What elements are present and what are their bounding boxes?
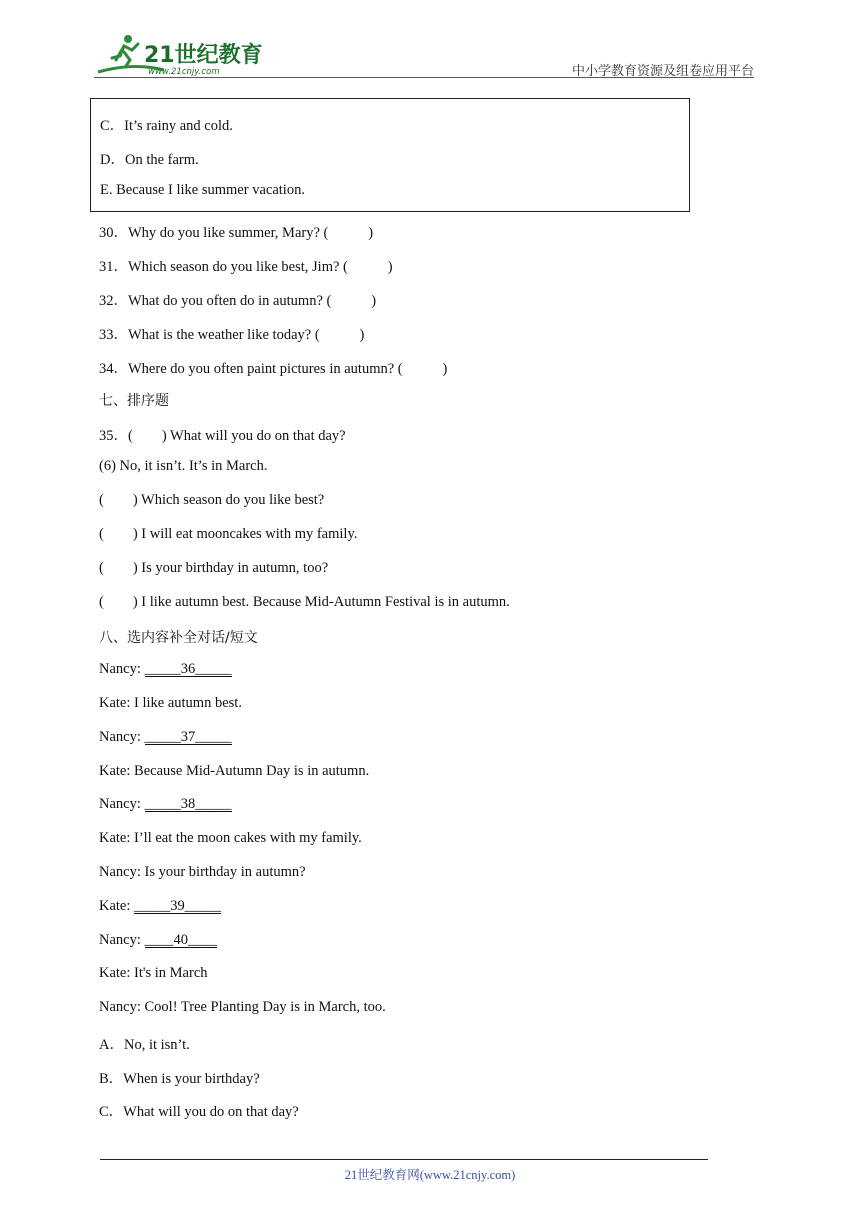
header-divider	[94, 77, 754, 78]
answer-blank-36[interactable]: _____36_____	[144, 661, 232, 677]
answer-blank-39[interactable]: _____39_____	[134, 898, 222, 914]
ordering-item: ( ) I like autumn best. Because Mid-Autumn Festival is in autumn.	[99, 594, 510, 610]
dialogue-line: Nancy: _____37_____	[99, 729, 232, 745]
option-d: D．On the farm.	[100, 152, 199, 168]
dialogue-line: Kate: It's in March	[99, 965, 208, 981]
svg-text:21世纪教育: 21世纪教育	[144, 43, 263, 68]
dialogue-line: Nancy: Cool! Tree Planting Day is in March, too.	[99, 999, 386, 1015]
site-logo	[94, 32, 264, 78]
question-34: 34．Where do you often paint pictures in autumn? ( )	[99, 361, 448, 377]
option-e: E. Because I like summer vacation.	[100, 182, 305, 198]
dialogue-line: Kate: I’ll eat the moon cakes with my family.	[99, 830, 362, 846]
choice-b: B．When is your birthday?	[99, 1071, 260, 1087]
dialogue-line: Kate: Because Mid-Autumn Day is in autumn.	[99, 763, 370, 779]
ordering-item: (6) No, it isn’t. It’s in March.	[99, 458, 268, 474]
question-32: 32．What do you often do in autumn? ( )	[99, 293, 377, 309]
dialogue-line: Nancy: _____36_____	[99, 661, 232, 677]
question-31: 31．Which season do you like best, Jim? ( )	[99, 259, 393, 275]
dialogue-line: Kate: _____39_____	[99, 898, 222, 914]
choice-c: C．What will you do on that day?	[99, 1104, 299, 1120]
option-c: C．It’s rainy and cold.	[100, 118, 233, 134]
ordering-item: ( ) Is your birthday in autumn, too?	[99, 560, 329, 576]
question-30: 30．Why do you like summer, Mary? ( )	[99, 225, 374, 241]
ordering-item: 35．( ) What will you do on that day?	[99, 428, 346, 444]
dialogue-line: Nancy: ____40____	[99, 932, 217, 948]
answer-blank-40[interactable]: ____40____	[144, 932, 217, 948]
ordering-item: ( ) I will eat mooncakes with my family.	[99, 526, 358, 542]
footer-divider	[100, 1159, 708, 1160]
answer-blank-37[interactable]: _____37_____	[144, 729, 232, 745]
platform-title: 中小学教育资源及组卷应用平台	[571, 63, 754, 78]
section-8-title: 八、选内容补全对话/短文	[99, 630, 258, 646]
answer-blank-38[interactable]: _____38_____	[144, 796, 232, 812]
choice-a: A．No, it isn’t.	[99, 1037, 190, 1053]
ordering-item: ( ) Which season do you like best?	[99, 492, 325, 508]
question-33: 33．What is the weather like today? ( )	[99, 327, 365, 343]
options-box	[90, 98, 690, 212]
footer-link[interactable]: 21世纪教育网(www.21cnjy.com)	[344, 1168, 516, 1182]
svg-text:www.21cnjy.com: www.21cnjy.com	[148, 67, 220, 77]
dialogue-line: Nancy: Is your birthday in autumn?	[99, 864, 306, 880]
section-7-title: 七、排序题	[99, 393, 169, 409]
dialogue-line: Nancy: _____38_____	[99, 796, 232, 812]
dialogue-line: Kate: I like autumn best.	[99, 695, 242, 711]
